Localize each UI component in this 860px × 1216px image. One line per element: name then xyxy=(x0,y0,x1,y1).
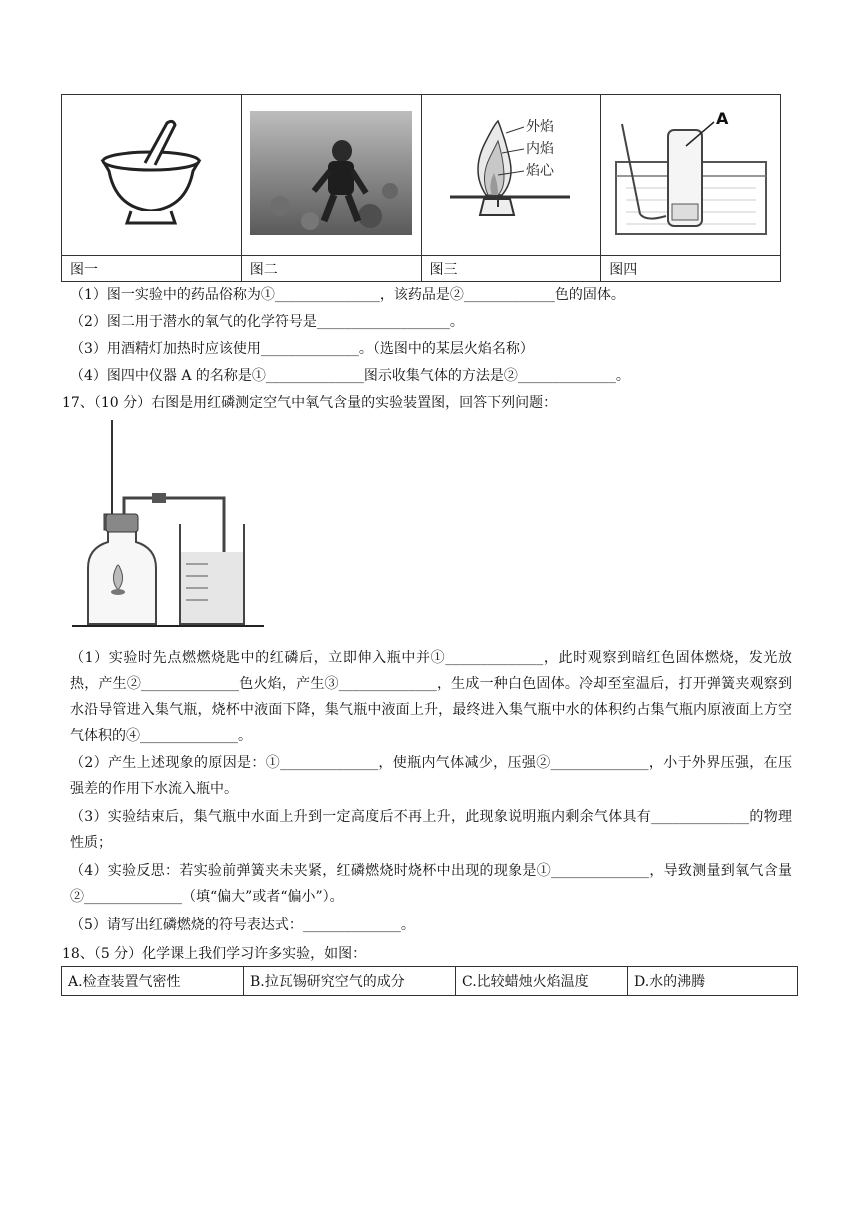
experiment-d-cell: D.水的沸腾 xyxy=(628,967,798,996)
q17-part-5: （5）请写出红磷燃烧的符号表达式：______________。 xyxy=(70,917,415,933)
q16-line-2: （2）图二用于潜水的氧气的化学符号是___________________。 xyxy=(70,314,464,330)
instrument-a-label: A xyxy=(715,109,729,128)
figure-2-caption: 图二 xyxy=(241,256,421,282)
diver-photo-icon xyxy=(250,111,412,235)
red-phosphorus-apparatus-icon xyxy=(68,418,268,634)
figure-1-caption: 图一 xyxy=(62,256,242,282)
q16-line-1: （1）图一实验中的药品俗称为①_______________，该药品是②_____________色的固体。 xyxy=(70,287,625,303)
figure-4-cell xyxy=(601,95,781,256)
q17-part-2: （2）产生上述现象的原因是：①______________，使瓶内气体减少，压强②______________，小于外界压强，在压强差的作用下水流入瓶中。 xyxy=(70,755,792,797)
q16-line-3: （3）用酒精灯加热时应该使用______________。（选图中的某层火焰名称） xyxy=(70,341,534,357)
q17-title: 17、（10 分）右图是用红磷测定空气中氧气含量的实验装置图，回答下列问题： xyxy=(62,395,558,411)
gas-collection-icon xyxy=(606,104,776,242)
figure-2-cell xyxy=(241,95,421,256)
figure-1-cell xyxy=(62,95,242,256)
q17-part-1: （1）实验时先点燃燃烧匙中的红磷后，立即伸入瓶中并①______________，此时观察到暗红色固体燃烧，发光放热，产生②______________色火焰，产生③______________，生成一种白色固体。冷却至室温后，打开弹簧夹观察到水沿导管进入集气瓶，烧杯中液面下降，集气瓶中液面上升，最终进入集气瓶中水的体积约占集气瓶内原液面上方空气体积的④______________。 xyxy=(70,650,792,744)
experiment-a-cell: A.检查装置气密性 xyxy=(62,967,244,996)
q18-title: 18、（5 分）化学课上我们学习许多实验，如图： xyxy=(62,946,367,962)
figure-3-caption: 图三 xyxy=(421,256,601,282)
experiment-table xyxy=(61,966,798,996)
inner-flame-label: 内焰 xyxy=(525,141,554,157)
q16-line-4: （4）图四中仪器 A 的名称是①______________图示收集气体的方法是②______________。 xyxy=(70,368,630,384)
experiment-c-cell: C.比较蜡烛火焰温度 xyxy=(456,967,628,996)
mortar-pestle-icon xyxy=(91,113,211,233)
q17-part-3: （3）实验结束后，集气瓶中水面上升到一定高度后不再上升，此现象说明瓶内剩余气体具有______________的物理性质； xyxy=(70,809,792,851)
figure-4-caption: 图四 xyxy=(601,256,781,282)
flame-core-label: 焰心 xyxy=(525,163,554,179)
outer-flame-label: 外焰 xyxy=(525,119,554,135)
alcohol-lamp-flame-icon xyxy=(436,111,586,235)
experiment-b-cell: B.拉瓦锡研究空气的成分 xyxy=(244,967,456,996)
figure-table xyxy=(61,94,781,282)
figure-3-cell xyxy=(421,95,601,256)
q17-part-4: （4）实验反思：若实验前弹簧夹未夹紧，红磷燃烧时烧杯中出现的现象是①______________，导致测量到氧气含量②______________（填“偏大”或者“偏小”）。 xyxy=(70,863,792,905)
